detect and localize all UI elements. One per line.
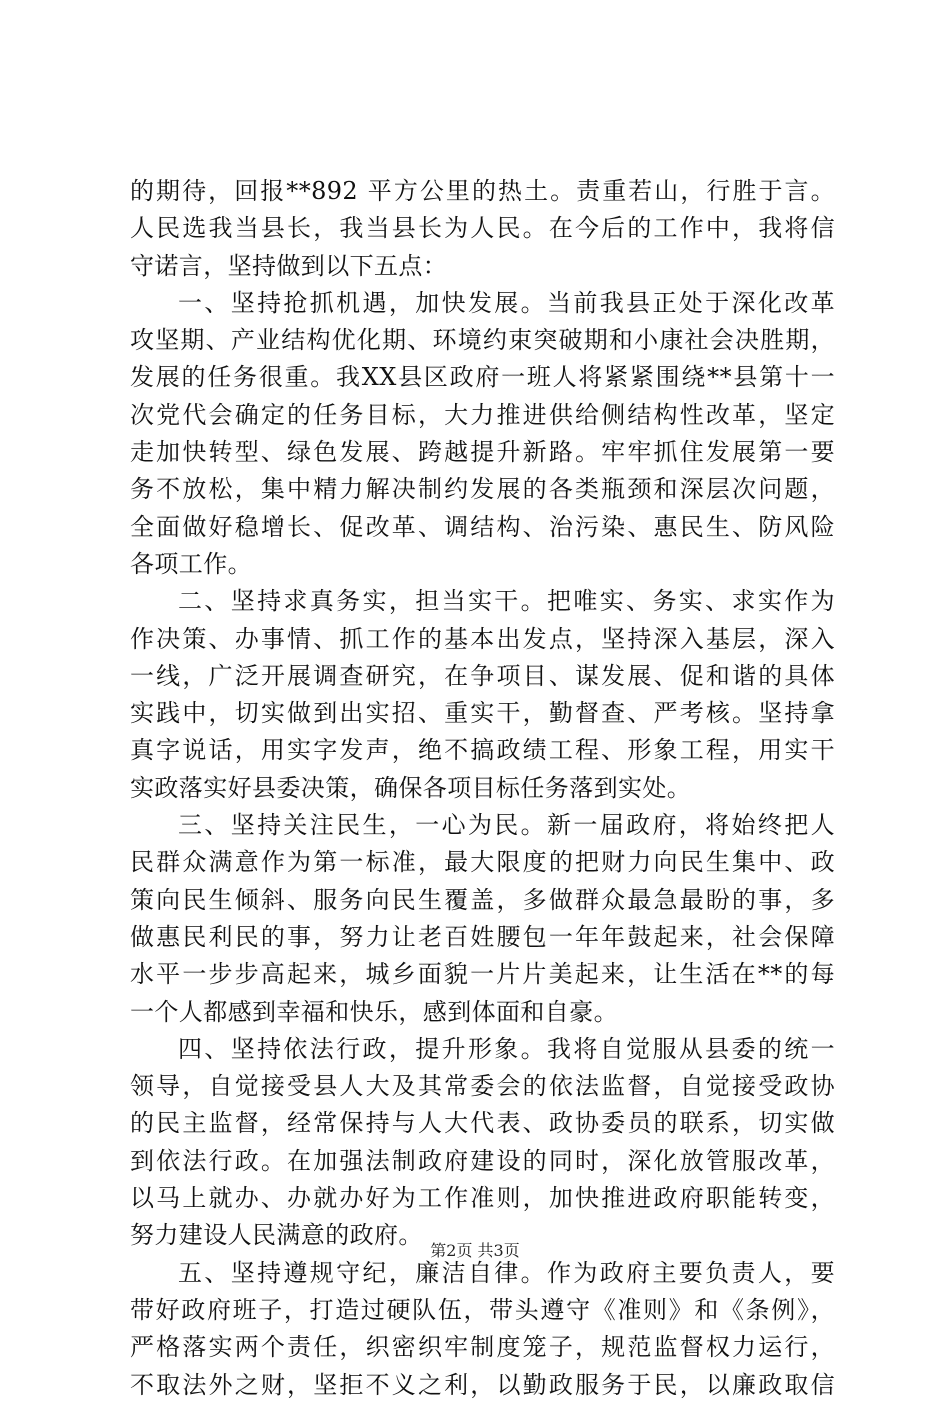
document-body	[130, 173, 835, 1404]
text-line: 的民主监督，经常保持与人大代表、政协委员的联系，切实做	[130, 1109, 835, 1138]
text-line: 守诺言，坚持做到以下五点：	[130, 251, 448, 280]
paragraph-first-line: 五、坚持遵规守纪，廉洁自律。作为政府主要负责人，要	[178, 1258, 835, 1287]
text-line: 走加快转型、绿色发展、跨越提升新路。牢牢抓住发展第一要	[130, 438, 835, 467]
text-line: 各项工作。	[130, 549, 252, 578]
text-line: 一个人都感到幸福和快乐，感到体面和自豪。	[130, 997, 618, 1026]
text-line: 做惠民利民的事，努力让老百姓腰包一年年鼓起来，社会保障	[130, 922, 835, 951]
text-line: 次党代会确定的任务目标，大力推进供给侧结构性改革，坚定	[130, 400, 835, 429]
text-line: 全面做好稳增长、促改革、调结构、治污染、惠民生、防风险	[130, 512, 835, 541]
page-footer: 第2页 共3页	[430, 1241, 520, 1260]
text-line: 带好政府班子，打造过硬队伍，带头遵守《准则》和《条例》，	[130, 1295, 835, 1324]
text-line: 发展的任务很重。我XX县区政府一班人将紧紧围绕**县第十一	[130, 363, 835, 392]
text-line: 作决策、办事情、抓工作的基本出发点，坚持深入基层，深入	[130, 624, 835, 653]
paragraph-first-line: 一、坚持抢抓机遇，加快发展。当前我县正处于深化改革	[178, 288, 835, 317]
text-line: 不取法外之财，坚拒不义之利，以勤政服务于民，以廉政取信	[130, 1370, 835, 1399]
text-line: 到依法行政。在加强法制政府建设的同时，深化放管服改革，	[130, 1146, 835, 1175]
text-line: 民群众满意作为第一标准，最大限度的把财力向民生集中、政	[130, 848, 835, 877]
text-line: 真字说话，用实字发声，绝不搞政绩工程、形象工程，用实干	[130, 736, 835, 765]
text-line: 努力建设人民满意的政府。	[130, 1221, 423, 1250]
text-line: 人民选我当县长，我当县长为人民。在今后的工作中，我将信	[130, 214, 835, 243]
paragraph-first-line: 四、坚持依法行政，提升形象。我将自觉服从县委的统一	[178, 1034, 835, 1063]
text-line: 实政落实好县委决策，确保各项目标任务落到实处。	[130, 773, 692, 802]
text-line: 严格落实两个责任，织密织牢制度笼子，规范监督权力运行，	[130, 1333, 835, 1362]
paragraph-first-line: 三、坚持关注民生，一心为民。新一届政府，将始终把人	[178, 811, 835, 840]
text-line: 实践中，切实做到出实招、重实干，勤督查、严考核。坚持拿	[130, 699, 835, 728]
text-line: 领导，自觉接受县人大及其常委会的依法监督，自觉接受政协	[130, 1072, 835, 1101]
text-line: 务不放松，集中精力解决制约发展的各类瓶颈和深层次问题，	[130, 475, 835, 504]
text-line: 的期待，回报**892 平方公里的热土。责重若山，行胜于言。	[130, 177, 835, 205]
text-line: 攻坚期、产业结构优化期、环境约束突破期和小康社会决胜期，	[130, 326, 835, 355]
text-line: 策向民生倾斜、服务向民生覆盖，多做群众最急最盼的事，多	[130, 885, 835, 914]
text-line: 水平一步步高起来，城乡面貌一片片美起来，让生活在**的每	[130, 960, 835, 989]
text-line: 以马上就办、办就办好为工作准则，加快推进政府职能转变，	[130, 1184, 835, 1213]
text-line: 一线，广泛开展调查研究，在争项目、谋发展、促和谐的具体	[130, 661, 835, 690]
paragraph-first-line: 二、坚持求真务实，担当实干。把唯实、务实、求实作为	[178, 587, 835, 616]
